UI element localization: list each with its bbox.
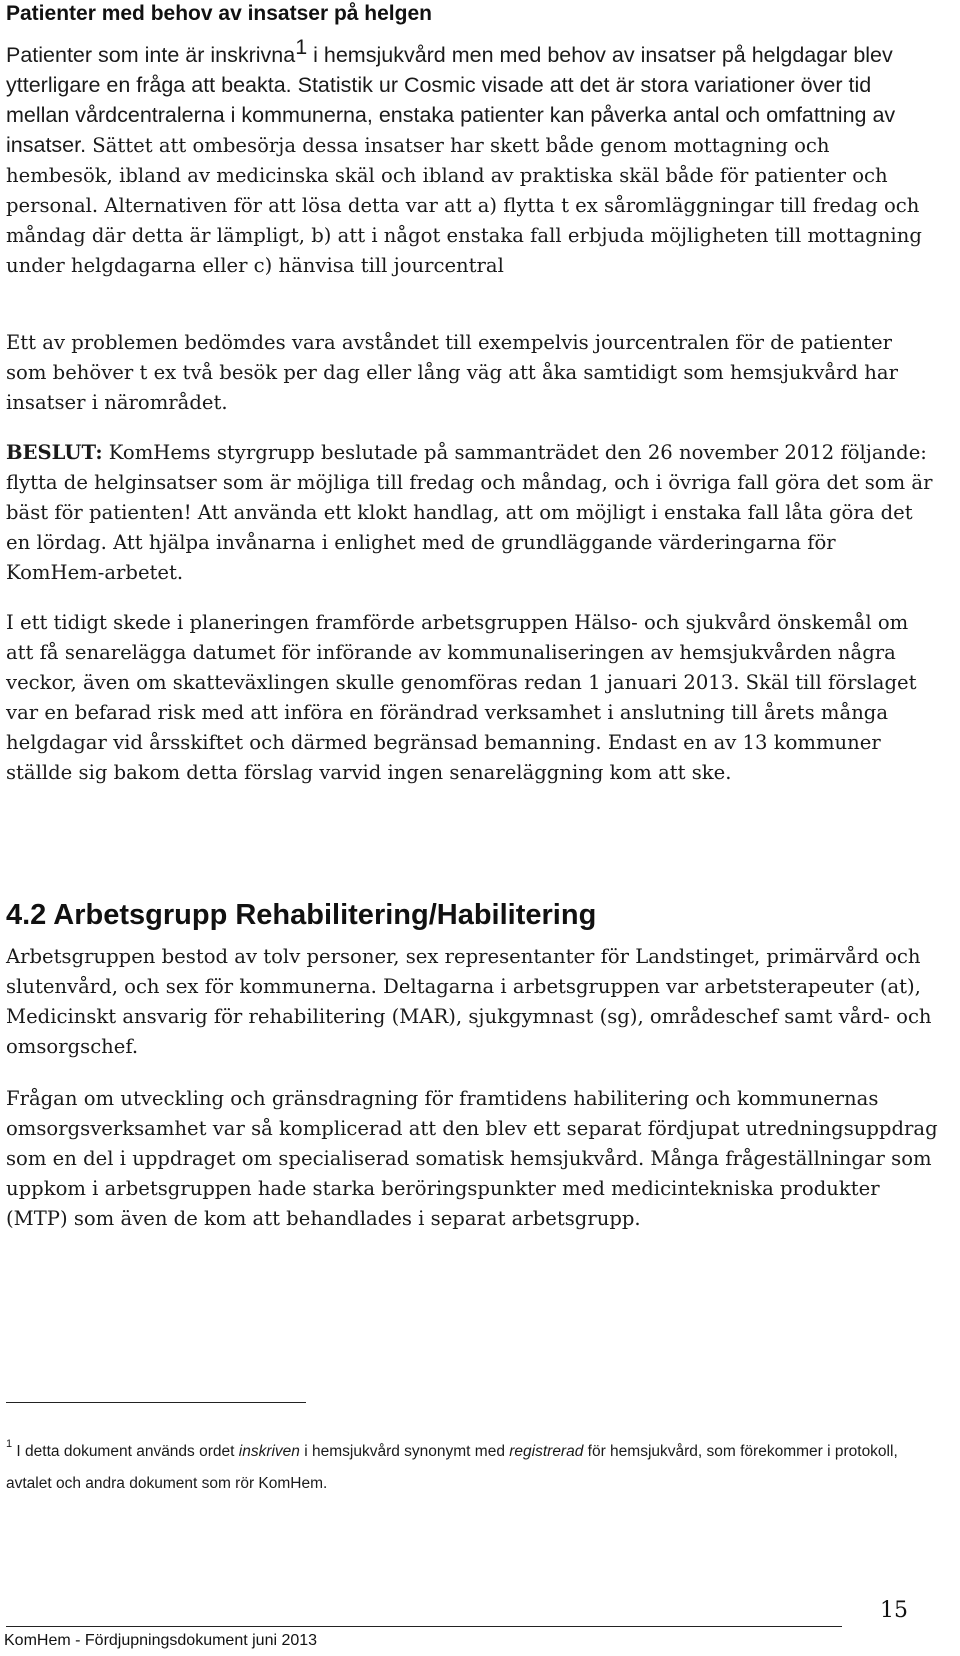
footnote-reference[interactable]: 1	[295, 35, 308, 59]
footer-text: KomHem - Fördjupningsdokument juni 2013	[4, 1632, 318, 1649]
paragraph-patients-lead: Patienter som inte är inskrivna	[6, 43, 296, 67]
section-4-2-heading: 4.2 Arbetsgrupp Rehabilitering/Habilitering	[6, 899, 597, 931]
paragraph-habilitation: Frågan om utveckling och gränsdragning för framtidens habilitering och kommunernas omsorgsverksamhet var så komplicerad att den blev ett separat fördjupat utredningsuppdrag som en del i uppdraget om specialiserad somatisk hemsjukvård. Många frågeställningar som uppkom i arbetsgruppen hade starka beröringspunkter med medicintekniska produkter (MTP) som även de kom att behandlades i separat arbetsgrupp.	[6, 1087, 938, 1230]
paragraph-postponement: I ett tidigt skede i planeringen framförde arbetsgruppen Hälso- och sjukvård önskemål om att få senarelägga datumet för införande av kommunaliseringen av hemsjukvården några veckor, även om skatteväxlingen skulle genomföras redan 1 januari 2013. Skäl till förslaget var en befarad risk med att införa en förändrad verksamhet i anslutning till årets många helgdagar vid årsskiftet och därmed begränsad bemanning. Endast en av 13 kommuner ställde sig bakom detta förslag varvid ingen senareläggning kom att ske.	[6, 611, 917, 784]
footnote-divider	[6, 1402, 306, 1403]
footnote-text-2: i hemsjukvård synonymt med	[299, 1443, 510, 1460]
footnote-text-3: för hemsjukvård, som förekommer i protokoll, avtalet och andra dokument som rör KomHem.	[6, 1443, 898, 1492]
footnote-text-1: I detta dokument används ordet	[12, 1443, 239, 1460]
paragraph-patients	[6, 32, 938, 281]
footer-divider	[6, 1626, 842, 1627]
paragraph-distance: Ett av problemen bedömdes vara avståndet till exempelvis jourcentralen för de patienter som behöver t ex två besök per dag eller lång väg att åka samtidigt som hemsjukvård har insatser i närområdet.	[6, 331, 898, 414]
footnote-emphasis-2: registrerad	[509, 1443, 584, 1460]
footnote	[6, 1436, 938, 1500]
paragraph-working-group: Arbetsgruppen bestod av tolv personer, sex representanter för Landstinget, primärvård och slutenvård, och sex för kommunerna. Deltagarna i arbetsgruppen var arbetsterapeuter (at), Medicinskt ansvarig för rehabilitering (MAR), sjukgymnast (sg), områdeschef samt vård- och omsorgschef.	[6, 945, 932, 1058]
paragraph-patients-tail: Sättet att ombesörja dessa insatser har skett både genom mottagning och hembesök, ibland av medicinska skäl och ibland av praktiska skäl både för patienter och personal. Alternativen för att lösa detta var att a) flytta t ex såromläggningar till fredag och måndag där detta är lämpligt, b) att i något enstaka fall erbjuda möjligheten till mottagning under helgdagarna eller c) hänvisa till jourcentral	[6, 134, 922, 277]
decision-label: BESLUT:	[6, 441, 103, 464]
page-number: 15	[880, 1598, 908, 1623]
paragraph-patients-rest: i hemsjukvård men med behov av insatser på helgdagar blev ytterligare en fråga att beakta. Statistik ur Cosmic visade att det är stora variationer över tid mellan vårdcentralerna i kommunerna, enstaka patienter kan påverka antal och omfattning av insatser.	[6, 43, 896, 157]
section-heading: Patienter med behov av insatser på helgen	[6, 2, 432, 25]
paragraph-decision	[6, 438, 938, 588]
footnote-number: 1	[6, 1438, 13, 1450]
decision-text: KomHems styrgrupp beslutade på sammanträdet den 26 november 2012 följande: flytta de helginsatser som är möjliga till fredag och måndag, och i övriga fall göra det som är bäst för patienten! Att använda ett klokt handlag, att om möjligt i enstaka fall låta göra det en lördag. Att hjälpa invånarna i enlighet med de grundläggande värderingarna för KomHem-arbetet.	[6, 441, 933, 584]
footnote-emphasis-1: inskriven	[238, 1443, 300, 1460]
